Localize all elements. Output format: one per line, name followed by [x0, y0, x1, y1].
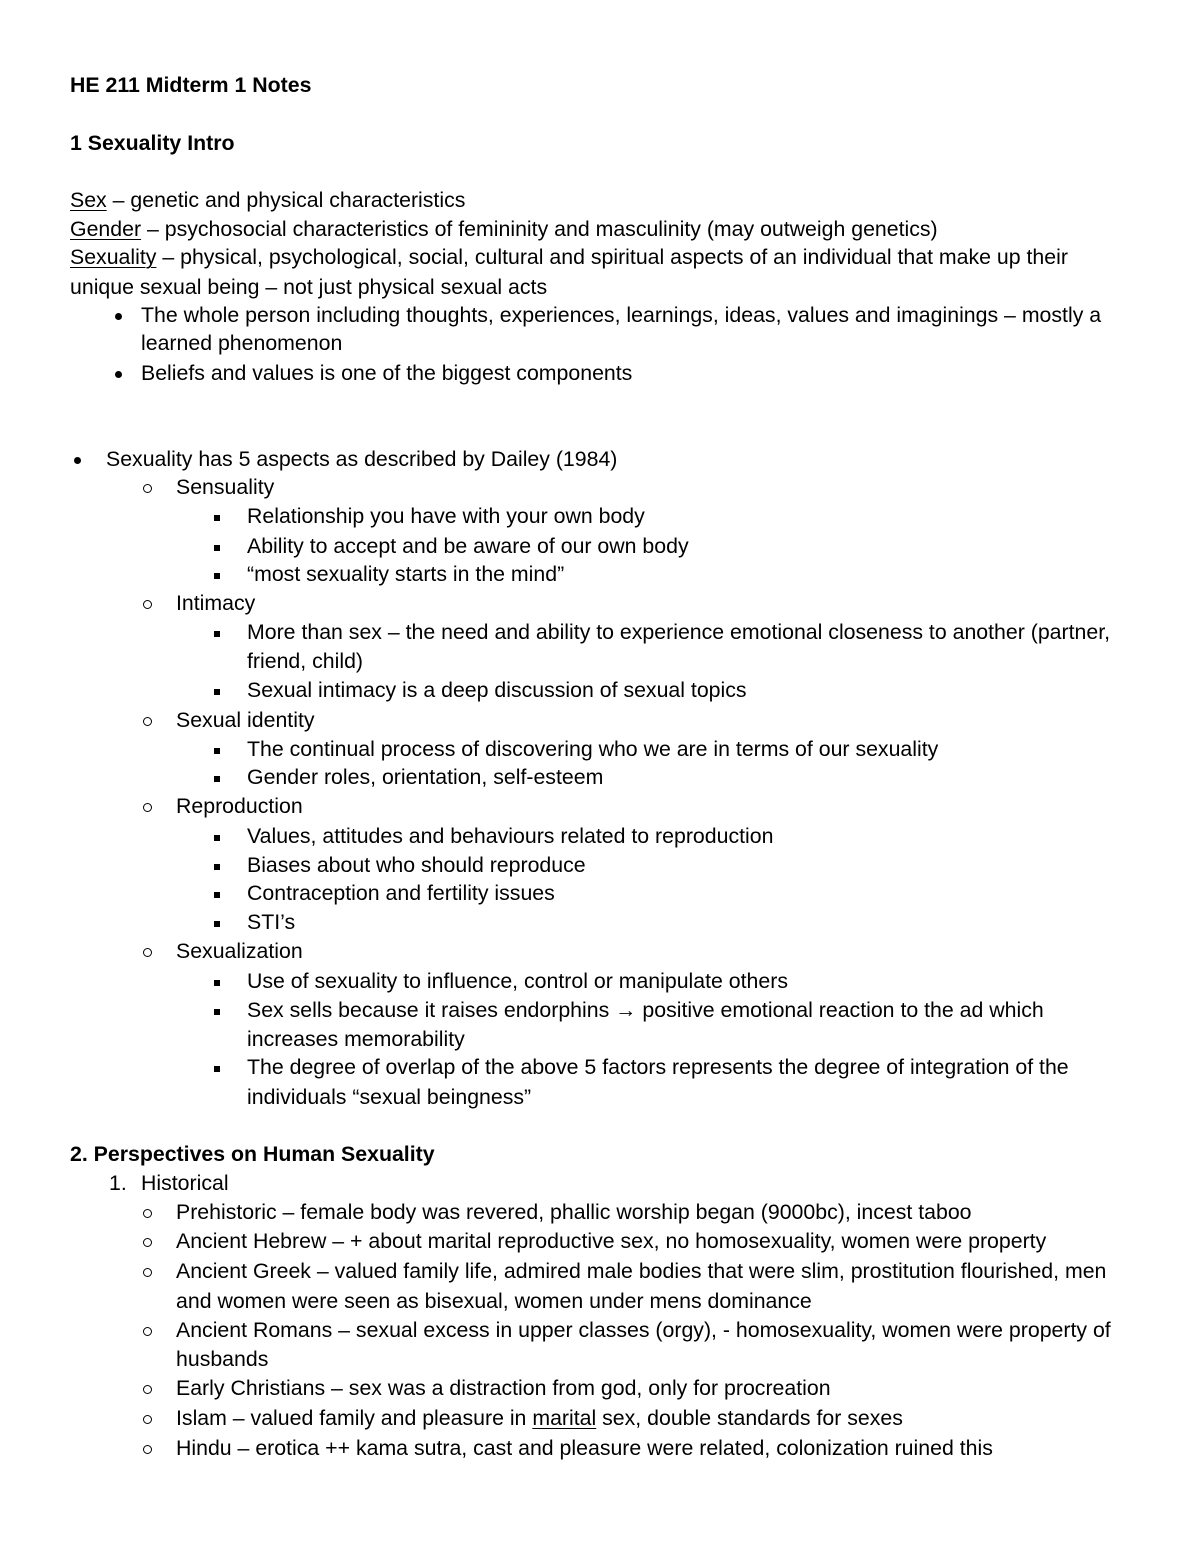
- square-bullet-icon: [214, 921, 220, 927]
- definition-sex: [70, 186, 465, 215]
- square-bullet-icon: [214, 515, 220, 521]
- history-entry: Early Christians – sex was a distraction from god, only for procreation: [176, 1376, 831, 1400]
- circle-bullet-icon: [143, 1238, 152, 1247]
- square-bullet-icon: [214, 980, 220, 986]
- list-item-continuation: friend, child): [247, 649, 363, 673]
- definition-text: – psychosocial characteristics of femininity and masculinity (may outweigh genetics): [141, 217, 938, 241]
- list-item-continuation: learned phenomenon: [141, 331, 343, 355]
- history-entry: Ancient Greek – valued family life, admired male bodies that were slim, prostitution flourished, men: [176, 1259, 1107, 1283]
- bullet-icon: [74, 457, 81, 464]
- list-item: “most sexuality starts in the mind”: [247, 562, 565, 586]
- circle-bullet-icon: [143, 600, 152, 609]
- bullet-icon: [115, 313, 122, 320]
- square-bullet-icon: [214, 573, 220, 579]
- history-entry-continuation: and women were seen as bisexual, women under mens dominance: [176, 1289, 812, 1313]
- definition-text: – physical, psychological, social, cultural and spiritual aspects of an individual that make up their: [156, 245, 1068, 269]
- square-bullet-icon: [214, 689, 220, 695]
- aspect-name: Sensuality: [176, 475, 275, 499]
- aspect-name: Reproduction: [176, 794, 303, 818]
- circle-bullet-icon: [143, 1445, 152, 1454]
- circle-bullet-icon: [143, 1327, 152, 1336]
- list-item: Ability to accept and be aware of our own body: [247, 534, 689, 558]
- definition-gender: [70, 215, 938, 244]
- circle-bullet-icon: [143, 1385, 152, 1394]
- history-entry: [176, 1404, 903, 1433]
- circle-bullet-icon: [143, 1268, 152, 1277]
- circle-bullet-icon: [143, 803, 152, 812]
- section-heading: 1 Sexuality Intro: [70, 131, 235, 155]
- list-item: Use of sexuality to influence, control or manipulate others: [247, 969, 788, 993]
- square-bullet-icon: [214, 892, 220, 898]
- history-entry-continuation: husbands: [176, 1347, 269, 1371]
- list-label: Historical: [141, 1171, 229, 1195]
- list-item: Beliefs and values is one of the biggest components: [141, 361, 633, 385]
- list-item: Values, attitudes and behaviours related to reproduction: [247, 824, 774, 848]
- history-entry: Hindu – erotica ++ kama sutra, cast and pleasure were related, colonization ruined this: [176, 1436, 993, 1460]
- circle-bullet-icon: [143, 717, 152, 726]
- list-item: Biases about who should reproduce: [247, 853, 586, 877]
- bullet-icon: [115, 371, 122, 378]
- underlined-term: marital: [532, 1406, 597, 1430]
- term-sex: Sex: [70, 188, 107, 212]
- square-bullet-icon: [214, 748, 220, 754]
- history-entry: Prehistoric – female body was revered, phallic worship began (9000bc), incest taboo: [176, 1200, 972, 1224]
- aspect-name: Sexual identity: [176, 708, 315, 732]
- list-item: The continual process of discovering who we are in terms of our sexuality: [247, 737, 939, 761]
- list-number: 1.: [109, 1171, 127, 1195]
- entry-text: Islam – valued family and pleasure in: [176, 1406, 533, 1430]
- square-bullet-icon: [214, 864, 220, 870]
- circle-bullet-icon: [143, 1415, 152, 1424]
- section-heading: 2. Perspectives on Human Sexuality: [70, 1142, 435, 1166]
- term-gender: Gender: [70, 217, 142, 241]
- circle-bullet-icon: [143, 948, 152, 957]
- aspect-name: Intimacy: [176, 591, 256, 615]
- doc-title: HE 211 Midterm 1 Notes: [70, 73, 312, 97]
- square-bullet-icon: [214, 776, 220, 782]
- history-entry: Ancient Romans – sexual excess in upper classes (orgy), - homosexuality, women were property of: [176, 1318, 1111, 1342]
- list-item: The degree of overlap of the above 5 factors represents the degree of integration of the: [247, 1055, 1069, 1079]
- definition-sexuality: [70, 243, 1068, 272]
- list-item-continuation: individuals “sexual beingness”: [247, 1085, 532, 1109]
- circle-bullet-icon: [143, 1209, 152, 1218]
- square-bullet-icon: [214, 631, 220, 637]
- square-bullet-icon: [214, 835, 220, 841]
- list-item-continuation: increases memorability: [247, 1027, 465, 1051]
- list-item: Sex sells because it raises endorphins → positive emotional reaction to the ad which: [247, 998, 1044, 1022]
- entry-text: sex, double standards for sexes: [596, 1406, 903, 1430]
- square-bullet-icon: [214, 545, 220, 551]
- definition-text: – genetic and physical characteristics: [106, 188, 466, 212]
- aspects-intro: Sexuality has 5 aspects as described by Dailey (1984): [106, 447, 618, 471]
- aspect-name: Sexualization: [176, 939, 303, 963]
- square-bullet-icon: [214, 1009, 220, 1015]
- list-item: The whole person including thoughts, experiences, learnings, ideas, values and imaginings – mostly a: [141, 303, 1102, 327]
- list-item: Sexual intimacy is a deep discussion of sexual topics: [247, 678, 747, 702]
- square-bullet-icon: [214, 1066, 220, 1072]
- circle-bullet-icon: [143, 484, 152, 493]
- list-item: STI’s: [247, 910, 296, 934]
- list-item: Relationship you have with your own body: [247, 504, 645, 528]
- history-entry: Ancient Hebrew – + about marital reproductive sex, no homosexuality, women were property: [176, 1229, 1047, 1253]
- list-item: Gender roles, orientation, self-esteem: [247, 765, 604, 789]
- list-item: More than sex – the need and ability to experience emotional closeness to another (partner,: [247, 620, 1111, 644]
- term-sexuality: Sexuality: [70, 245, 157, 269]
- definition-continuation: unique sexual being – not just physical sexual acts: [70, 275, 548, 299]
- list-item: Contraception and fertility issues: [247, 881, 555, 905]
